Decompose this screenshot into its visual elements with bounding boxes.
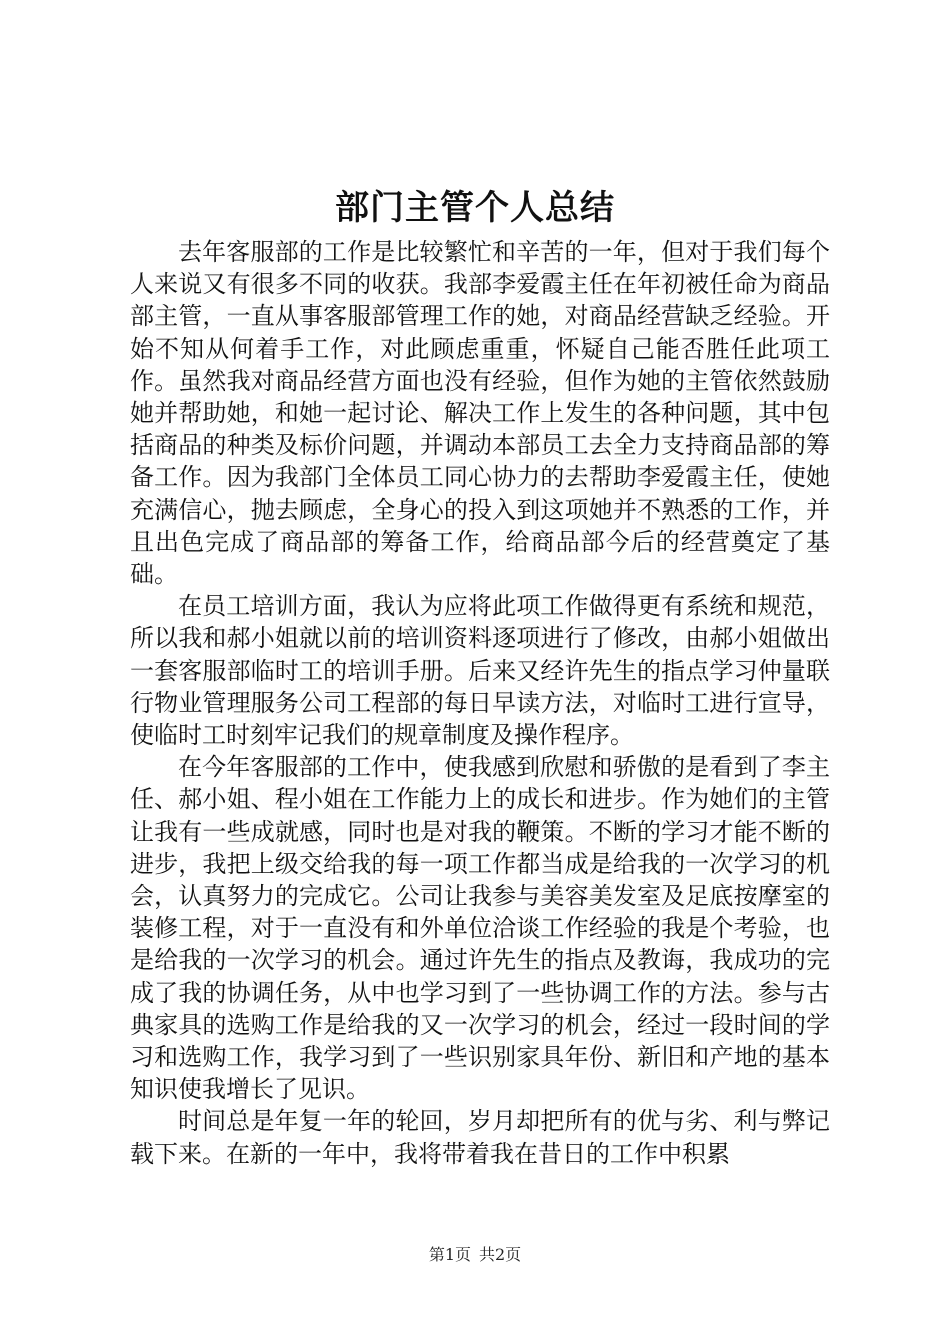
paragraph: 在今年客服部的工作中，使我感到欣慰和骄傲的是看到了李主任、郝小姐、程小姐在工作能力上的成长和进步。作为她们的主管让我有一些成就感，同时也是对我的鞭策。不断的学习才能不断的进步，我把上级交给我的每一项工作都当成是给我的一次学习的机会，认真努力的完成它。公司让我参与美容美发室及足底按摩室的装修工程，对于一直没有和外单位洽谈工作经验的我是个考验，也是给我的一次学习的机会。通过许先生的指点及教诲，我成功的完成了我的协调任务，从中也学习到了一些协调工作的方法。参与古典家具的选购工作是给我的又一次学习的机会，经过一段时间的学习和选购工作，我学习到了一些识别家具年份、新旧和产地的基本知识使我增长了见识。 [130,753,830,1104]
paragraph: 时间总是年复一年的轮回，岁月却把所有的优与劣、利与弊记载下来。在新的一年中，我将带着我在昔日的工作中积累 [130,1107,830,1168]
paragraph: 在员工培训方面，我认为应将此项工作做得更有系统和规范，所以我和郝小姐就以前的培训资料逐项进行了修改，由郝小姐做出一套客服部临时工的培训手册。后来又经许先生的指点学习仲量联行物业管理服务公司工程部的每日早读方法，对临时工进行宣导，使临时工时刻牢记我们的规章制度及操作程序。 [130,592,830,750]
paragraph: 去年客服部的工作是比较繁忙和辛苦的一年，但对于我们每个人来说又有很多不同的收获。我部李爱霞主任在年初被任命为商品部主管，一直从事客服部管理工作的她，对商品经营缺乏经验。开始不知从何着手工作，对此顾虑重重，怀疑自己能否胜任此项工作。虽然我对商品经营方面也没有经验，但作为她的主管依然鼓励她并帮助她，和她一起讨论、解决工作上发生的各种问题，其中包括商品的种类及标价问题，并调动本部员工去全力支持商品部的筹备工作。因为我部门全体员工同心协力的去帮助李爱霞主任，使她充满信心，抛去顾虑，全身心的投入到这项她并不熟悉的工作，并且出色完成了商品部的筹备工作，给商品部今后的经营奠定了基础。 [130,238,830,589]
document-title: 部门主管个人总结 [335,188,615,228]
page-total: 共2页 [479,1245,522,1264]
page-number: 第1页 [428,1245,471,1264]
document-body [130,236,830,1170]
page-footer [0,1244,950,1266]
